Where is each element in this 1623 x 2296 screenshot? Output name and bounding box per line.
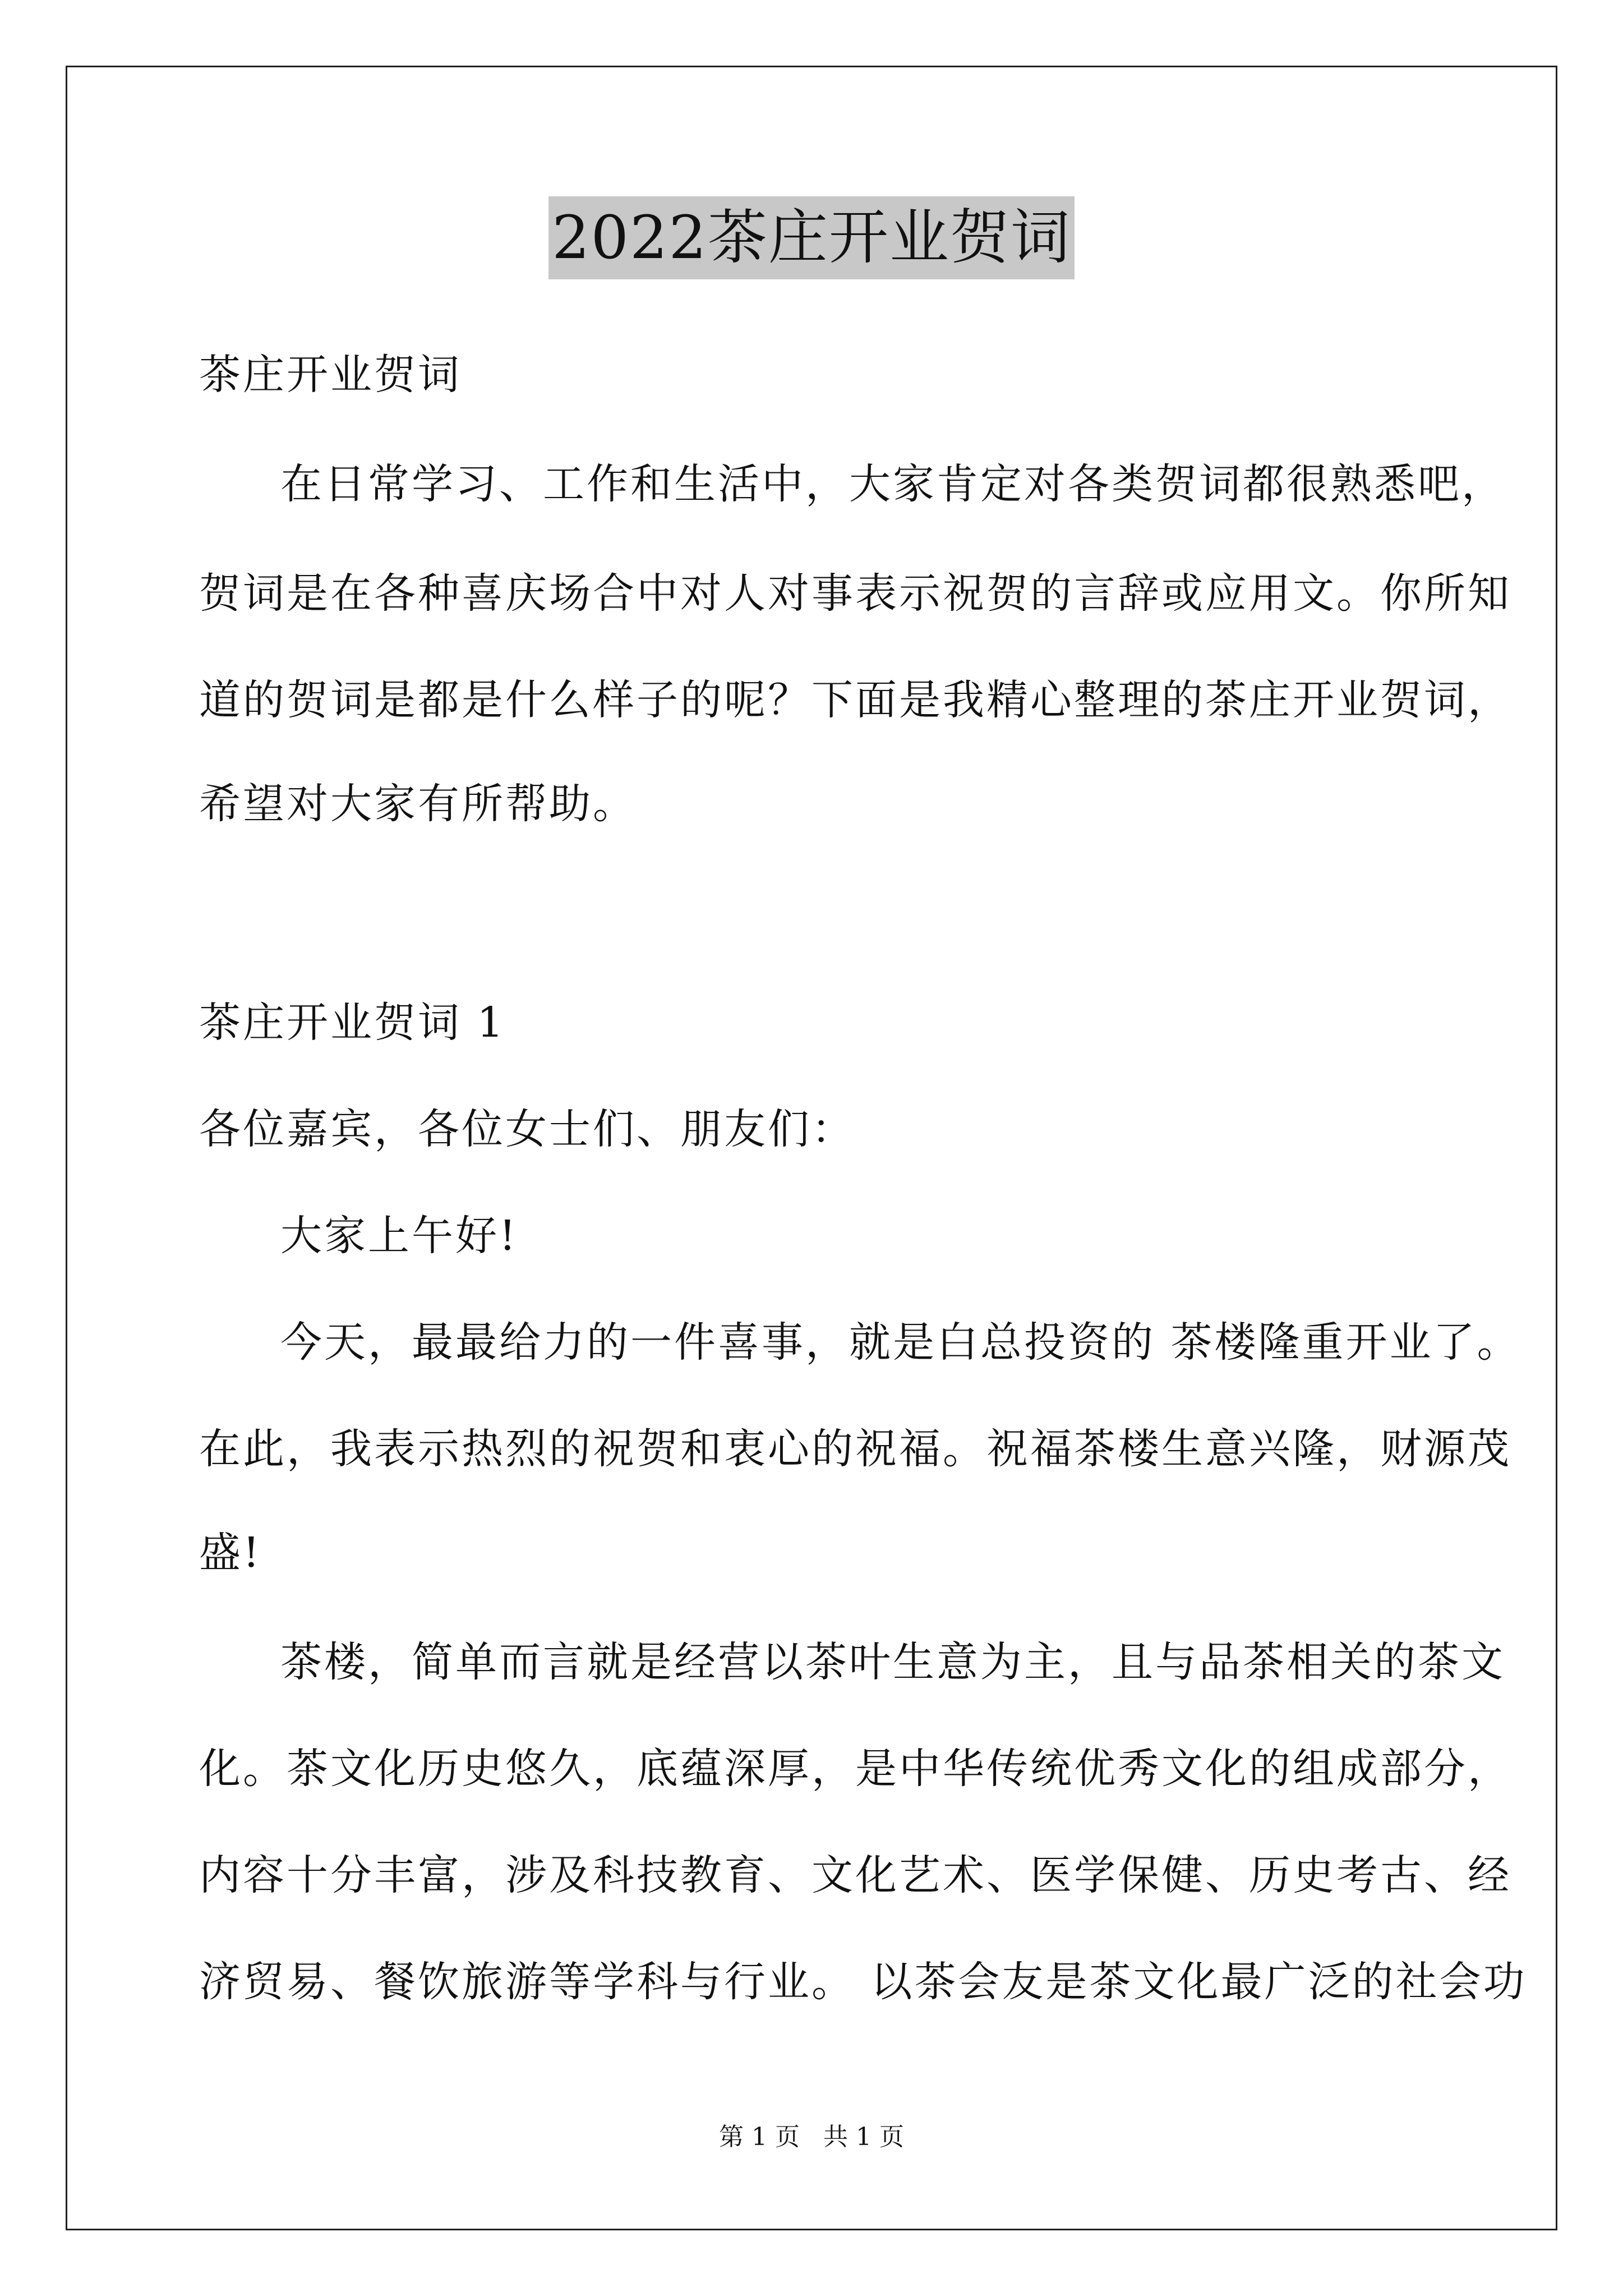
paragraph-line: 今天，最最给力的一件喜事，就是白总投资的 茶楼隆重开业了。 bbox=[280, 1318, 1521, 1366]
section-heading: 茶庄开业贺词 bbox=[199, 351, 462, 399]
paragraph-line: 在此，我表示热烈的祝贺和衷心的祝福。祝福茶楼生意兴隆，财源茂 bbox=[199, 1425, 1511, 1473]
paragraph-line: 茶楼，简单而言就是经营以茶叶生意为主，且与品茶相关的茶文 bbox=[280, 1638, 1505, 1686]
paragraph-line: 在日常学习、工作和生活中，大家肯定对各类贺词都很熟悉吧， bbox=[280, 460, 1505, 508]
paragraph-line: 济贸易、餐饮旅游等学科与行业。 以茶会友是茶文化最广泛的社会功 bbox=[199, 1958, 1527, 2006]
document-title: 2022茶庄开业贺词 bbox=[548, 196, 1075, 279]
paragraph-line: 各位嘉宾，各位女士们、朋友们： bbox=[199, 1105, 855, 1153]
section-heading: 茶庄开业贺词 1 bbox=[199, 999, 506, 1047]
paragraph-line: 贺词是在各种喜庆场合中对人对事表示祝贺的言辞或应用文。你所知 bbox=[199, 569, 1511, 618]
paragraph-line: 希望对大家有所帮助。 bbox=[199, 780, 637, 828]
paragraph-line: 化。茶文化历史悠久，底蕴深厚，是中华传统优秀文化的组成部分， bbox=[199, 1745, 1511, 1793]
paragraph-line: 道的贺词是都是什么样子的呢？下面是我精心整理的茶庄开业贺词， bbox=[199, 676, 1511, 724]
title-container bbox=[0, 196, 1623, 279]
paragraph-line: 大家上午好! bbox=[280, 1212, 518, 1260]
paragraph-line: 内容十分丰富，涉及科技教育、文化艺术、医学保健、历史考古、经 bbox=[199, 1851, 1511, 1899]
paragraph-line: 盛! bbox=[199, 1529, 262, 1577]
page-footer: 第 1 页 共 1 页 bbox=[719, 2123, 904, 2151]
